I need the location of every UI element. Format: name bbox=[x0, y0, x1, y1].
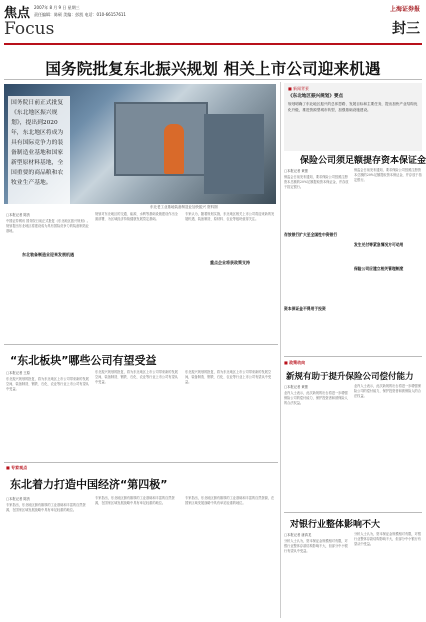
credit-byline: □本报记者 黄蕾 bbox=[284, 385, 308, 389]
main-subhead-2: 重点企业将获政策支持 bbox=[210, 260, 250, 265]
issue-date: 2007年 8 月 9 日 星期三 bbox=[34, 5, 80, 10]
page-label: 封三 bbox=[392, 21, 420, 37]
photo-caption: 东北老工业基地装备制造业加快振兴 资料图 bbox=[150, 205, 218, 209]
insurance-subhead-1: 存放银行扩大至全国性中资银行 bbox=[284, 232, 338, 237]
machine-shape bbox=[204, 114, 264, 194]
section-divider bbox=[4, 462, 278, 463]
background-text: 规划明确了东北地区振兴的总体思路、发展目标和主要任务，提出加快产业结构优化升级，推进资源型城市转型，加强基础设施建设。 bbox=[288, 102, 418, 112]
middle-byline: □本报记者 王原 bbox=[6, 371, 30, 375]
main-body-col2: 规划对东北地区的交通、能源、水利等基础设施建设作出全面部署，为区域经济持续健康发展奠定基础。 bbox=[95, 212, 178, 222]
expert-tag: ■ 专家观点 bbox=[6, 465, 28, 470]
bottom-body-col1: 专家指出，东北地区拥有雄厚的工业基础和丰富的自然资源，在国家区域发展战略中具有举足轻重的地位。 bbox=[6, 503, 86, 513]
insurance-body-col2: 保监会日前发布通知，要求保险公司按照注册资本总额的20%足额提取资本保证金，并存放于指定银行。 bbox=[354, 168, 422, 183]
newspaper-name: 上海证券报 bbox=[389, 6, 420, 13]
worker-figure bbox=[164, 124, 184, 174]
middle-body-col1: 东北振兴规划的批复，将为东北地区上市公司带来新的发展空间，装备制造、钢铁、石化、农业等行业上市公司有望从中受益。 bbox=[6, 377, 89, 392]
insurance-subhead-3: 发生兑付等紧急情况方可动用 bbox=[354, 242, 404, 247]
bottom-body-col2: 专家指出，东北地区拥有雄厚的工业基础和丰富的自然资源，在国家区域发展战略中具有举足轻重的地位。 bbox=[95, 496, 175, 506]
middle-headline: “东北板块”哪些公司有望受益 bbox=[10, 354, 157, 367]
section-name-en: Focus bbox=[4, 19, 55, 39]
bottom-body-col3: 专家指出，东北地区拥有雄厚的工业基础和丰富的自然资源，在国家区域发展战略中具有举足轻重的地位。 bbox=[185, 496, 275, 506]
section-divider bbox=[284, 512, 422, 513]
lead-paragraph: 国务院日前正式批复《东北地区振兴规划》，提出到2020年，东北地区将成为具有国际竞争力的装备制造业基地和国家新型原材料基地，全国重要的商品粮和农牧业生产基地。 bbox=[8, 96, 70, 208]
bottom-byline: □本报记者 陈劲 bbox=[6, 497, 30, 501]
background-title: 《东北地区振兴规划》要点 bbox=[288, 94, 344, 99]
editor-line: 责任编辑：陈硕 美编：彭凯 电话：010-66157611 bbox=[34, 12, 126, 17]
credit-headline: 新规有助于提升保险公司偿付能力 bbox=[286, 372, 414, 382]
insurance-subhead-2: 资本保证金不得用于投资 bbox=[284, 306, 326, 311]
main-subhead-1: 东北装备制造业迎来发展机遇 bbox=[22, 252, 74, 257]
section-divider bbox=[284, 356, 422, 357]
credit-body-col2: 业内人士表示，此次新规的出台将进一步增强保险公司的偿付能力，保护投资者和被保险人的合法权益。 bbox=[354, 384, 421, 399]
main-headline: 国务院批复东北振兴规划 相关上市公司迎来机遇 bbox=[45, 60, 381, 78]
impact-byline: □本报记者 唐真龙 bbox=[284, 533, 312, 537]
impact-headline: 对银行业整体影响不大 bbox=[290, 520, 381, 530]
main-byline: □本报记者 陈劲 bbox=[6, 213, 30, 217]
main-body-col3: 专家认为，随着规划实施，东北地区相关上市公司将迎来新的发展机遇，装备制造、原材料、农业等板块值得关注。 bbox=[185, 212, 275, 222]
headline-divider bbox=[4, 79, 422, 80]
section-divider bbox=[4, 344, 278, 345]
background-box bbox=[284, 83, 422, 151]
machine-shape bbox=[114, 102, 208, 176]
credit-body-col1: 业内人士表示，此次新规的出台将进一步增强保险公司的偿付能力，保护投资者和被保险人的合法权益。 bbox=[284, 391, 348, 406]
header-divider bbox=[4, 43, 422, 45]
main-body-col1: 中国证券网讯 国务院日前正式批复《东北地区振兴规划》。规划提出东北地区将建设成为具有国际竞争力的装备制造业基地。 bbox=[6, 219, 90, 234]
insurance-body-col1: 保监会日前发布通知，要求保险公司按照注册资本总额的20%足额提取资本保证金，并存放于指定银行。 bbox=[284, 175, 349, 190]
policy-tag: ■ 政策动向 bbox=[284, 360, 306, 365]
impact-body-col1: 分析人士认为，资本保证金规模相对有限，对银行业整体存款结构影响不大，但部分中小银行有望从中受益。 bbox=[284, 539, 348, 554]
bottom-headline: 东北着力打造中国经济“第四极” bbox=[10, 478, 168, 491]
insurance-byline: □本报记者 黄蕾 bbox=[284, 169, 308, 173]
background-tag: ■ 新闻背景 bbox=[288, 86, 310, 91]
page-header bbox=[0, 0, 426, 44]
column-divider bbox=[280, 82, 281, 618]
middle-body-col2: 东北振兴规划的批复，将为东北地区上市公司带来新的发展空间，装备制造、钢铁、石化、农业等行业上市公司有望从中受益。 bbox=[95, 370, 178, 385]
impact-body-col2: 分析人士认为，资本保证金规模相对有限，对银行业整体存款结构影响不大，但部分中小银行有望从中受益。 bbox=[354, 532, 421, 547]
insurance-headline: 保险公司须足额提存资本保证金 bbox=[300, 156, 426, 166]
middle-body-col3: 东北振兴规划的批复，将为东北地区上市公司带来新的发展空间，装备制造、钢铁、石化、农业等行业上市公司有望从中受益。 bbox=[185, 370, 272, 385]
insurance-subhead-4: 保险公司应建立相关管理制度 bbox=[354, 266, 404, 271]
section-name-cn: 焦点 bbox=[4, 6, 31, 21]
